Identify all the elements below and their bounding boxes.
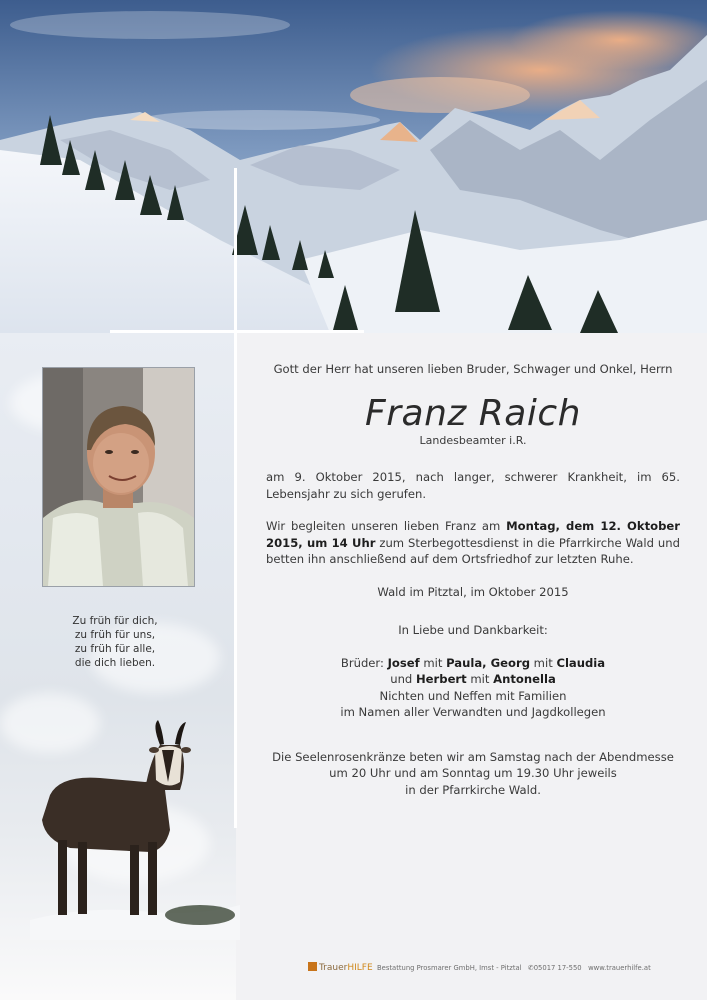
funeral-text-after: zum Sterbegottesdienst in die Pfarrkirche Wald und betten ihn anschließend auf dem Ortsfriedhof zur letzten Ruhe. [266,535,680,566]
funeral-date: Montag, dem 12. Oktober 2015, um 14 Uhr [266,519,680,550]
chamois-image [30,720,240,940]
connector: mit [530,655,557,670]
brand-name [319,963,373,973]
family-line-3: Nichten und Neffen mit Familien [379,688,567,703]
family-member: Antonella [493,672,556,686]
portrait-photo [42,367,195,587]
family-list [266,655,680,721]
brand-part: Trauer [319,963,348,973]
mountain-scene-image [0,0,707,333]
company-name: Bestattung Prosmarer GmbH, Imst - Pitztal [376,964,522,972]
family-member: Claudia [556,655,606,670]
love-line: In Liebe und Dankbarkeit: [398,623,548,637]
footer [308,962,668,973]
obituary-text [266,361,680,798]
deceased-name: Franz Raich [365,392,581,434]
memorial-quote [30,614,200,670]
funeral-text-before: Wir begleiten unseren lieben Franz am [266,519,507,533]
family-member: Herbert [415,672,467,686]
rosary-notice [266,749,680,799]
family-line-1 [266,655,680,672]
connector: mit [466,672,494,686]
phone-icon: ✆ [528,964,534,972]
connector: und [390,672,416,686]
connector: mit [419,655,447,670]
family-line-4: im Namen aller Verwandten und Jagdkollegen [340,705,606,719]
brand-part: HILFE [347,963,373,973]
death-notice: am 9. Oktober 2015, nach langer, schwerer Krankheit, im 65. Lebensjahr zu sich gerufen. [266,470,680,501]
intro-line: Gott der Herr hat unseren lieben Bruder, Schwager und Onkel, Herrn [273,362,673,376]
family-member: Josef [387,655,420,670]
funeral-paragraph [266,518,680,568]
place-date: Wald im Pitztal, im Oktober 2015 [377,584,569,599]
phone-number: 05017 17-550 [533,964,582,972]
rosary-line: um 20 Uhr und am Sonntag um 19.30 Uhr jeweils [329,766,617,780]
family-member: Paula, [446,655,487,670]
family-member: Georg [486,655,530,670]
trauerhilfe-logo-icon [308,962,317,971]
cross-horizontal [110,330,364,333]
quote-line: die dich lieben. [74,657,156,669]
quote-line: zu früh für alle, [74,643,156,655]
quote-line: Zu früh für dich, [72,615,158,627]
quote-line: zu früh für uns, [74,629,156,641]
rosary-line: Die Seelenrosenkränze beten wir am Samstag nach der Abendmesse [272,749,674,764]
brothers-label: Brüder: [340,655,388,670]
rosary-line: in der Pfarrkirche Wald. [405,782,541,797]
website-link[interactable]: www.trauerhilfe.at [588,964,651,972]
family-line-2 [266,671,680,688]
deceased-title: Landesbeamter i.R. [419,433,527,447]
